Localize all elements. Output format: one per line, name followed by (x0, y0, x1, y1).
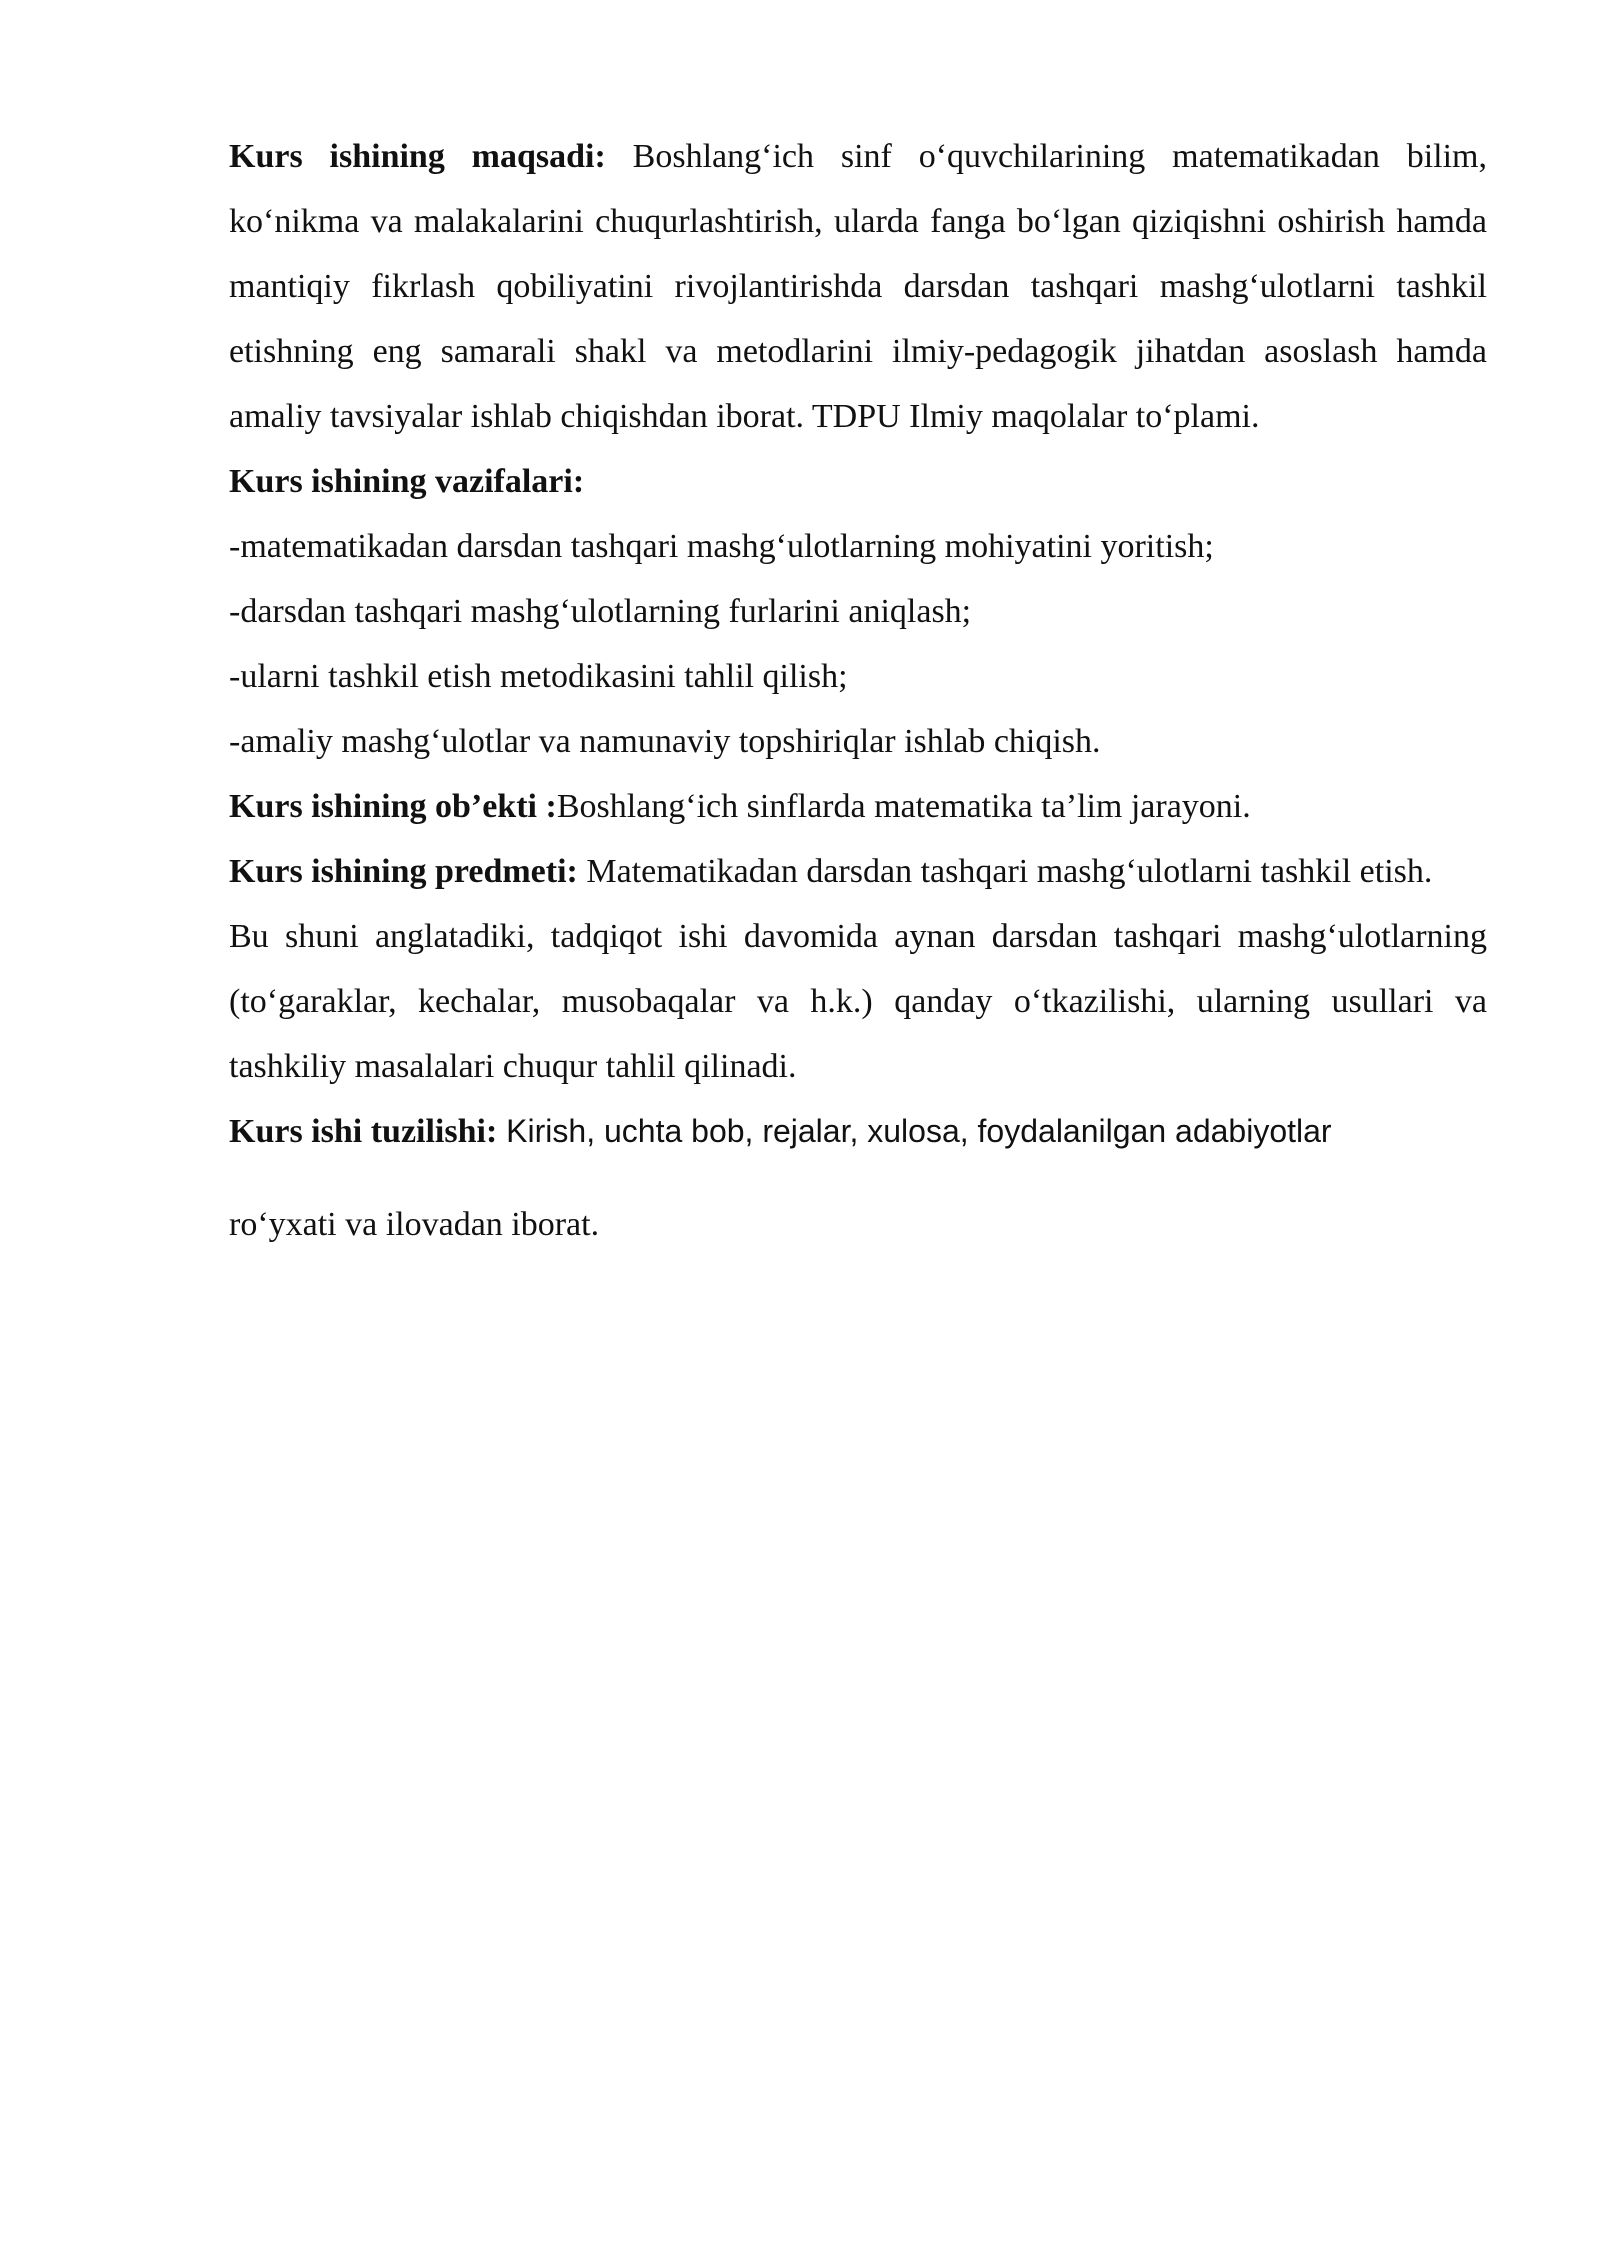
task-item: -ularni tashkil etish metodikasini tahlil qilish; (229, 658, 848, 695)
tasks-label: Kurs ishining vazifalari: (229, 463, 585, 500)
subject-paragraph (229, 839, 1487, 904)
structure-label: Kurs ishi tuzilishi: (229, 1113, 498, 1150)
task-item: -darsdan tashqari mashg‘ulotlarning furlarini aniqlash; (229, 593, 972, 630)
structure-continuation: ro‘yxati va ilovadan iborat. (229, 1206, 600, 1243)
document-body (229, 124, 1487, 1257)
structure-paragraph (229, 1099, 1487, 1164)
object-label: Kurs ishining ob’ekti : (229, 788, 557, 825)
tasks-heading (229, 449, 1487, 514)
task-item: -matematikadan darsdan tashqari mashg‘ulotlarning mohiyatini yoritish; (229, 528, 1214, 565)
object-paragraph (229, 774, 1487, 839)
subject-label: Kurs ishining predmeti: (229, 853, 578, 890)
aim-label: Kurs ishining maqsadi: (229, 138, 606, 175)
object-text: Boshlang‘ich sinflarda matematika ta’lim jarayoni. (556, 788, 1251, 825)
aim-paragraph (229, 124, 1487, 449)
aim-text: Boshlang‘ich sinf o‘quvchilarining matematikadan bilim, ko‘nikma va malakalarini chuqurlashtirish, ularda fanga bo‘lgan qiziqishni oshirish hamda mantiqiy fikrlash qobiliyatini rivojlantirishda darsdan tashqari mashg‘ulotlarni tashkil etishning eng samarali shakl va metodlarini ilmiy-pedagogik jihatdan asoslash hamda amaliy tavsiyalar ishlab chiqishdan iborat. TDPU Ilmiy maqolalar to‘plami. (229, 138, 1487, 435)
task-item: -amaliy mashg‘ulotlar va namunaviy topshiriqlar ishlab chiqish. (229, 723, 1101, 760)
subject-text: Matematikadan darsdan tashqari mashg‘ulotlarni tashkil etish. (577, 853, 1433, 890)
explanation-paragraph: Bu shuni anglatadiki, tadqiqot ishi davomida aynan darsdan tashqari mashg‘ulotlarning (to‘garaklar, kechalar, musobaqalar va h.k.) qanday o‘tkazilishi, ularning usullari va tashkiliy masalalari chuqur tahlil qilinadi. (229, 918, 1487, 1085)
structure-text: Kirish, uchta bob, rejalar, xulosa, foydalanilgan adabiyotlar (497, 1113, 1332, 1149)
